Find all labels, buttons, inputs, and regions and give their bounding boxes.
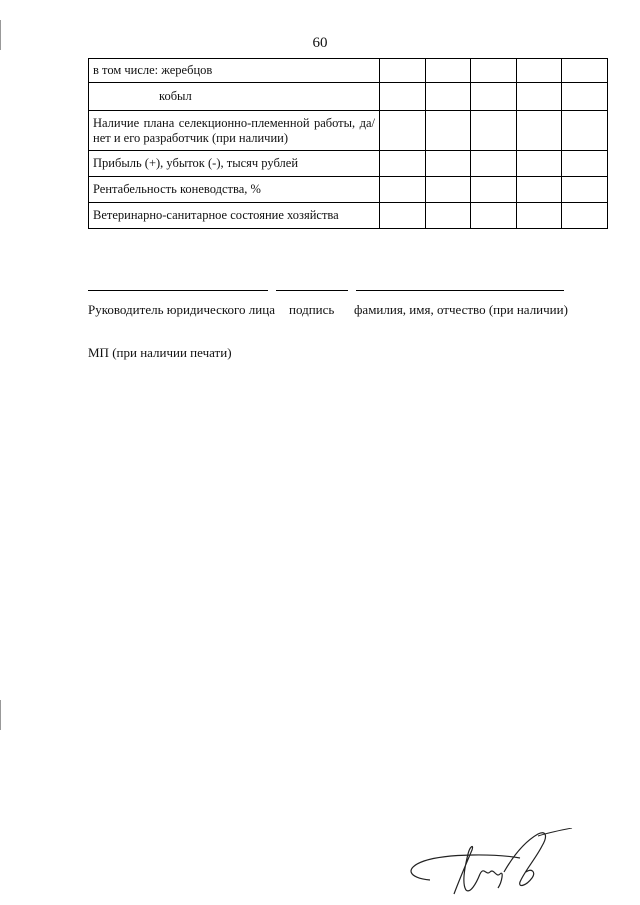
table-cell — [471, 59, 517, 83]
table-cell — [425, 83, 471, 111]
table-row — [89, 83, 608, 111]
table-cell — [516, 203, 562, 229]
margin-tick-bottom — [0, 700, 1, 730]
table-cell — [425, 151, 471, 177]
table-cell — [471, 83, 517, 111]
table-cell — [516, 151, 562, 177]
table-cell — [562, 111, 608, 151]
data-table — [88, 58, 608, 229]
row-label: Наличие плана селекционно-племенной работы, да/нет и его разработчик (при наличии) — [89, 111, 380, 151]
table-cell — [425, 177, 471, 203]
table-cell — [471, 177, 517, 203]
table-cell — [516, 59, 562, 83]
table-cell — [380, 203, 426, 229]
row-label: кобыл — [89, 83, 380, 111]
table-cell — [471, 111, 517, 151]
table-cell — [380, 59, 426, 83]
table-cell — [516, 177, 562, 203]
table-row — [89, 59, 608, 83]
table-cell — [516, 111, 562, 151]
table-cell — [562, 59, 608, 83]
table-cell — [471, 151, 517, 177]
table-cell — [562, 203, 608, 229]
name-signature-line — [356, 290, 564, 291]
table-row — [89, 151, 608, 177]
table-cell — [425, 111, 471, 151]
table-cell — [380, 111, 426, 151]
margin-tick-top — [0, 20, 1, 50]
row-label: Ветеринарно-санитарное состояние хозяйства — [89, 203, 380, 229]
row-label: Рентабельность коневодства, % — [89, 177, 380, 203]
table-cell — [562, 151, 608, 177]
table-cell — [471, 203, 517, 229]
table-row — [89, 203, 608, 229]
signature-label: подпись — [289, 302, 335, 317]
table-row — [89, 177, 608, 203]
handwritten-signature — [400, 828, 580, 900]
head-label: Руководитель юридического лица — [88, 302, 275, 317]
table-cell — [380, 151, 426, 177]
table-cell — [516, 83, 562, 111]
table-cell — [380, 83, 426, 111]
table-cell — [562, 83, 608, 111]
row-label: Прибыль (+), убыток (-), тысяч рублей — [89, 151, 380, 177]
stamp-note: МП (при наличии печати) — [88, 345, 232, 360]
head-signature-line — [88, 290, 268, 291]
table-cell — [425, 203, 471, 229]
signature-line — [276, 290, 348, 291]
page-number: 60 — [312, 35, 328, 51]
table-cell — [425, 59, 471, 83]
name-label: фамилия, имя, отчество (при наличии) — [354, 302, 568, 317]
row-label: в том числе: жеребцов — [89, 59, 380, 83]
table-cell — [380, 177, 426, 203]
table-cell — [562, 177, 608, 203]
table-row — [89, 111, 608, 151]
